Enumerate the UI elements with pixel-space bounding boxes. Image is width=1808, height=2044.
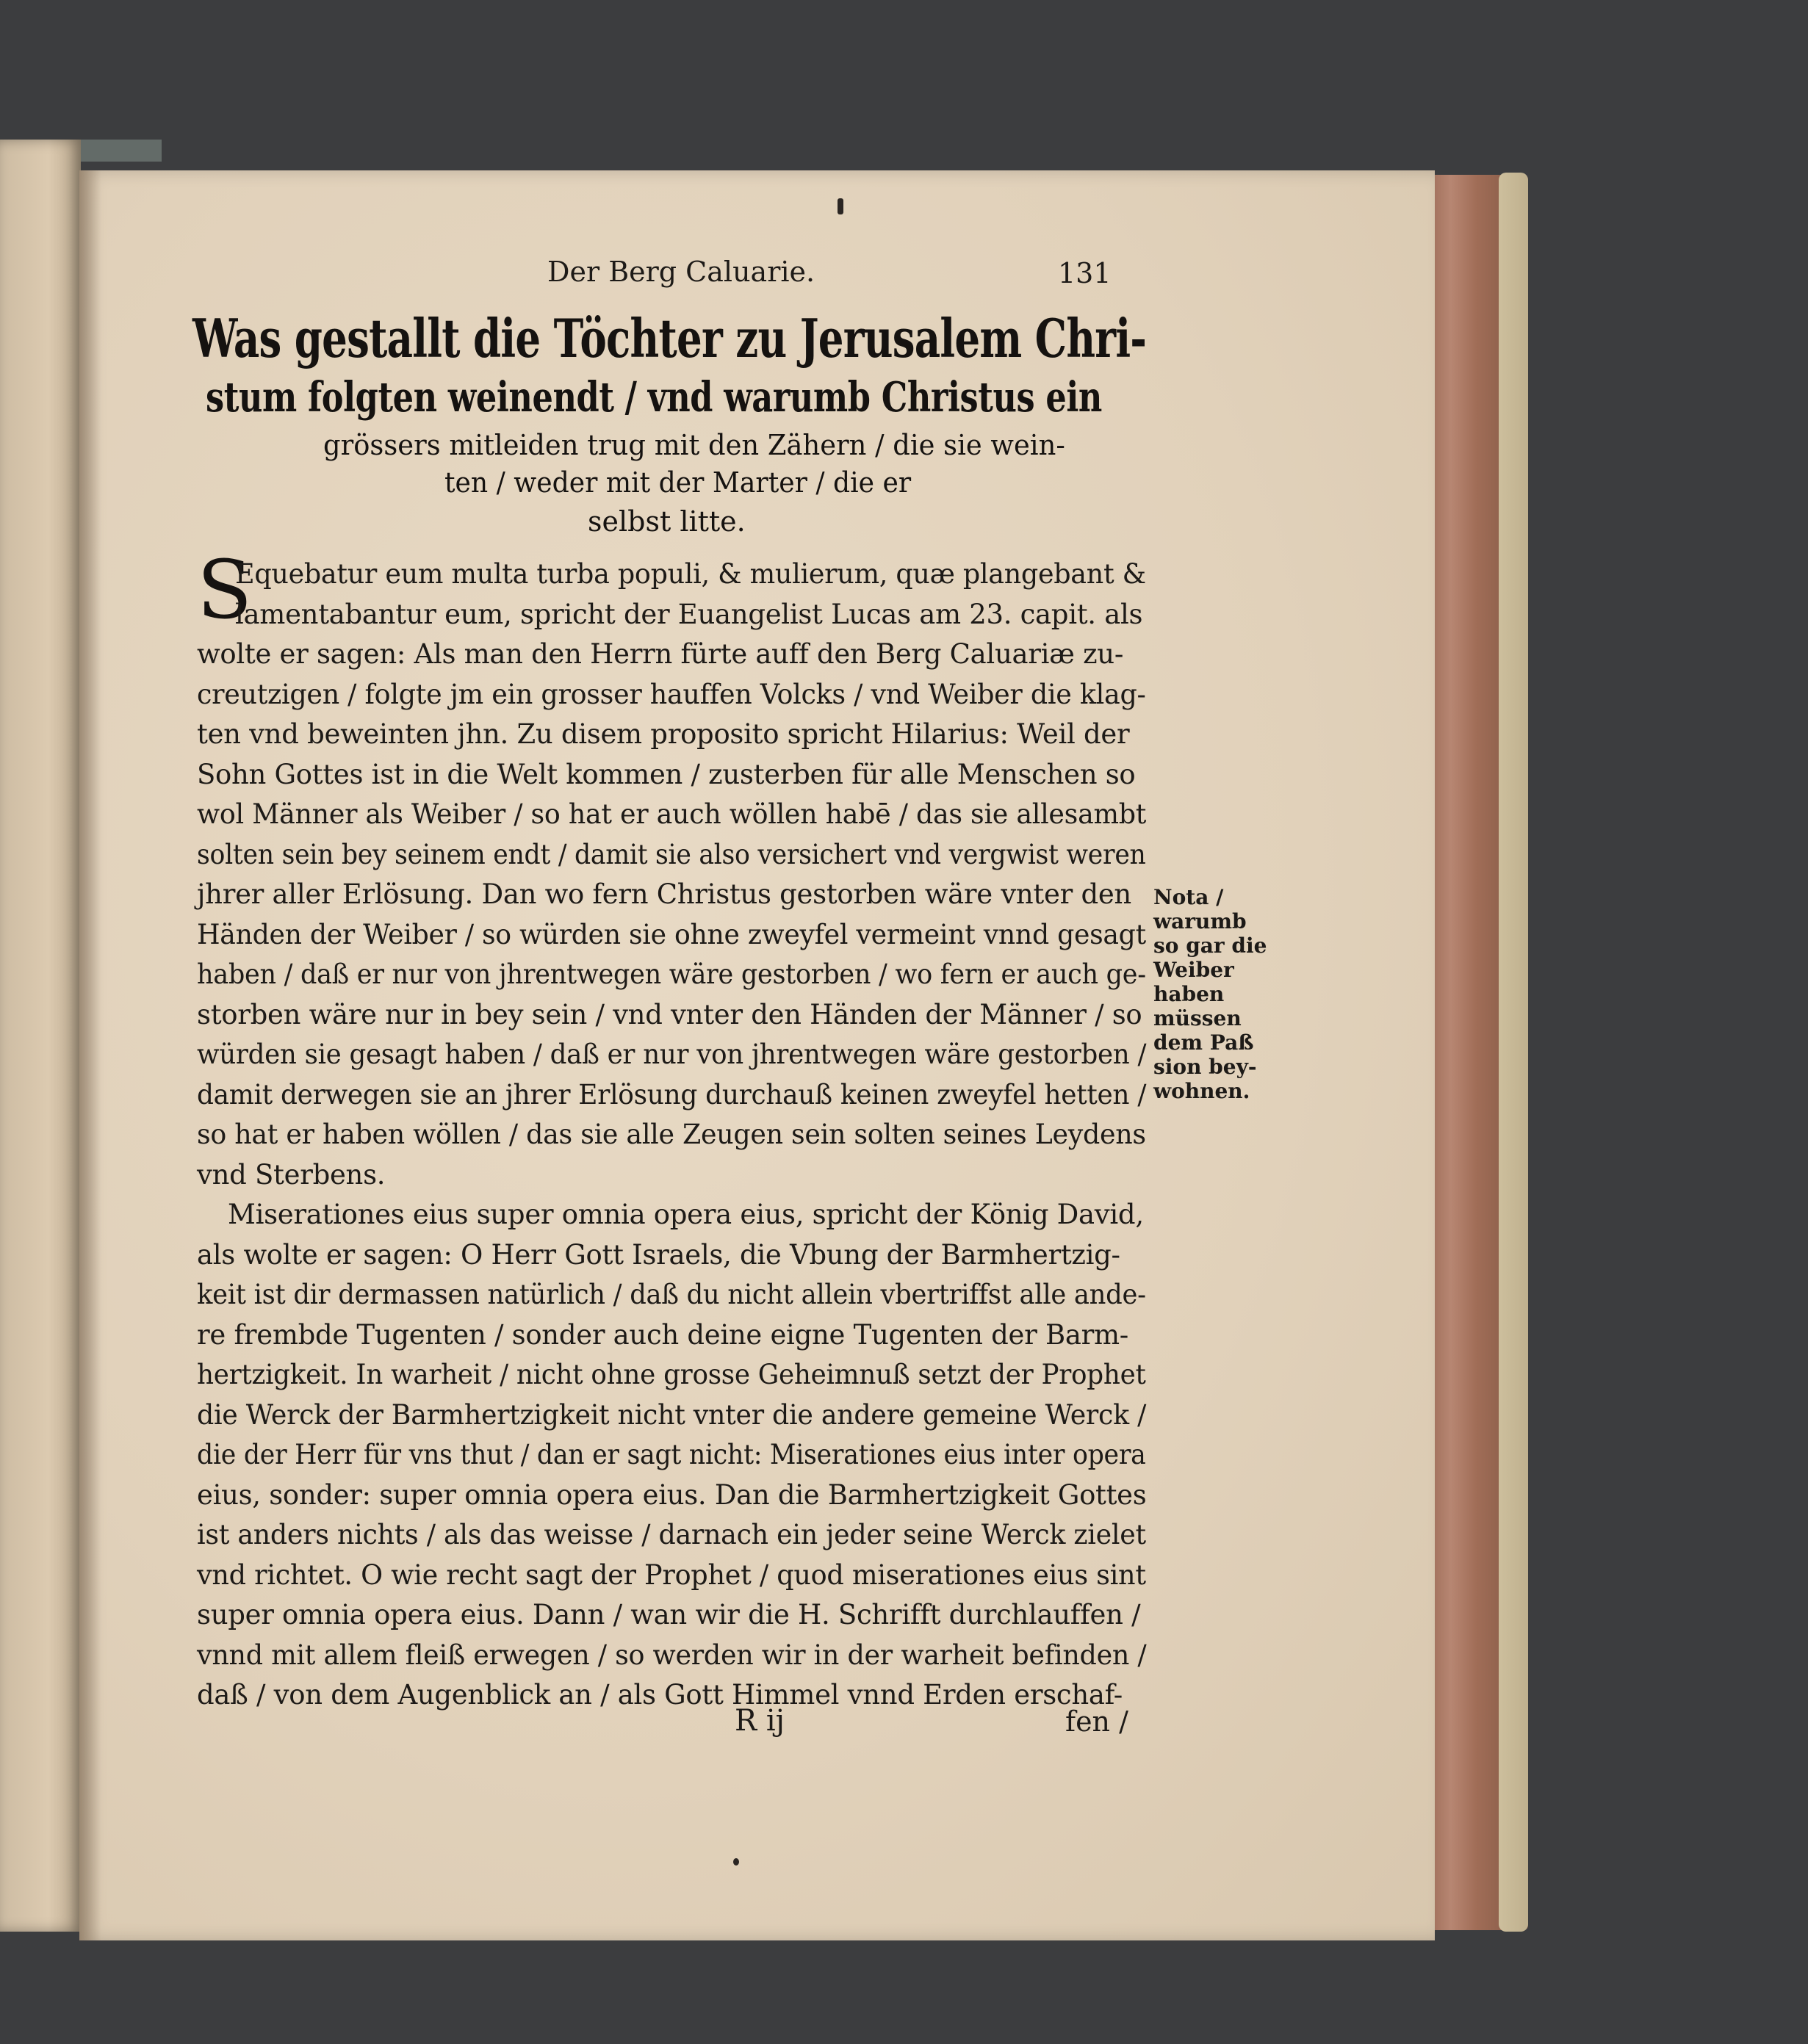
chapter-title-line-1: Was gestallt die Töchter zu Jerusalem Chri-	[192, 307, 1147, 369]
body-line: Miserationes eius super omnia opera eius, spricht der König David,	[228, 1199, 1144, 1230]
body-line: ten vnd beweinten jhn. Zu disem proposito spricht Hilarius: Weil der	[197, 718, 1130, 750]
signature-mark: R ij	[735, 1704, 785, 1738]
body-line: die der Herr für vns thut / dan er sagt nicht: Miserationes eius inter opera	[197, 1439, 1146, 1470]
body-line: haben / daß er nur von jhrentwegen wäre gestorben / wo fern er auch ge-	[197, 958, 1146, 990]
body-line: Sohn Gottes ist in die Welt kommen / zusterben für alle Menschen so	[197, 758, 1136, 790]
body-line: lamentabantur eum, spricht der Euangelist Lucas am 23. capit. als	[235, 598, 1143, 630]
body-line: Equebatur eum multa turba populi, & mulierum, quæ plangebant &	[235, 558, 1146, 590]
margin-note-line: dem Paß	[1153, 1030, 1254, 1055]
body-line: vnd richtet. O wie recht sagt der Prophet / quod miserationes eius sint	[197, 1559, 1146, 1591]
margin-note-line: Nota /	[1153, 885, 1224, 909]
page-gutter-shadow	[79, 170, 101, 1940]
body-line: würden sie gesagt haben / daß er nur von jhrentwegen wäre gestorben /	[197, 1039, 1147, 1070]
body-line: storben wäre nur in bey sein / vnd vnter den Händen der Männer / so	[197, 998, 1142, 1030]
body-line: Händen der Weiber / so würden sie ohne zweyfel vermeint vnnd gesagt	[197, 918, 1146, 950]
body-line: als wolte er sagen: O Herr Gott Israels, die Vbung der Barmhertzig-	[197, 1238, 1120, 1271]
ink-mark-top	[838, 198, 843, 214]
chapter-title-line-4: ten / weder mit der Marter / die er	[444, 466, 912, 499]
margin-note-line: müssen	[1153, 1006, 1242, 1030]
margin-note-line: wohnen.	[1153, 1079, 1250, 1103]
ink-mark-bottom	[733, 1858, 739, 1866]
margin-note-line: sion bey-	[1153, 1055, 1257, 1079]
body-line: eius, sonder: super omnia opera eius. Dan die Barmhertzigkeit Gottes	[197, 1478, 1147, 1511]
body-line: vnnd mit allem fleiß erwegen / so werden wir in der warheit befinden /	[197, 1639, 1147, 1671]
body-line: wolte er sagen: Als man den Herrn fürte auff den Berg Caluariæ zu-	[197, 638, 1124, 670]
body-line: re frembde Tugenten / sonder auch deine eigne Tugenten der Barm-	[197, 1318, 1128, 1351]
body-line: super omnia opera eius. Dann / wan wir die H. Schrifft durchlauffen /	[197, 1599, 1141, 1630]
body-line: so hat er haben wöllen / das sie alle Zeugen sein solten seines Leydens	[197, 1119, 1146, 1150]
body-line: creutzigen / folgte jm ein grosser hauffen Volcks / vnd Weiber die klag-	[197, 678, 1146, 710]
margin-note-line: Weiber	[1153, 958, 1234, 982]
chapter-title-line-3: grössers mitleiden trug mit den Zähern / die sie wein-	[323, 429, 1065, 461]
drop-capital: S	[197, 543, 253, 637]
margin-note-line: so gar die	[1153, 933, 1267, 958]
margin-note-line: haben	[1153, 982, 1225, 1006]
left-page-edge	[0, 140, 81, 1932]
catchword: fen /	[1065, 1705, 1128, 1738]
body-line: ist anders nichts / als das weisse / darnach ein jeder seine Werck zielet	[197, 1519, 1146, 1550]
body-line: wol Männer als Weiber / so hat er auch wöllen habē / das sie allesambt	[197, 798, 1147, 830]
margin-note-line: warumb	[1153, 909, 1247, 933]
running-head: Der Berg Caluarie.	[547, 256, 815, 288]
body-line: hertzigkeit. In warheit / nicht ohne grosse Geheimnuß setzt der Prophet	[197, 1359, 1146, 1390]
chapter-title-line-5: selbst litte.	[588, 505, 746, 538]
body-line: jhrer aller Erlösung. Dan wo fern Christus gestorben wäre vnter den	[197, 878, 1131, 910]
body-line: keit ist dir dermassen natürlich / daß du nicht allein vbertriffst alle ande-	[197, 1279, 1146, 1310]
chapter-title-line-2: stum folgten weinendt / vnd warumb Christus ein	[206, 373, 1102, 422]
body-line: die Werck der Barmhertzigkeit nicht vnter die andere gemeine Werck /	[197, 1398, 1147, 1431]
body-line: daß / von dem Augenblick an / als Gott Himmel vnnd Erden erschaf-	[197, 1679, 1123, 1711]
book-board-edge	[1499, 173, 1528, 1932]
body-line: vnd Sterbens.	[197, 1158, 386, 1191]
body-line: damit derwegen sie an jhrer Erlösung durchauß keinen zweyfel hetten /	[197, 1078, 1147, 1111]
page-number: 131	[1058, 257, 1112, 289]
body-line: solten sein bey seinem endt / damit sie also versichert vnd vergwist weren	[197, 838, 1146, 870]
